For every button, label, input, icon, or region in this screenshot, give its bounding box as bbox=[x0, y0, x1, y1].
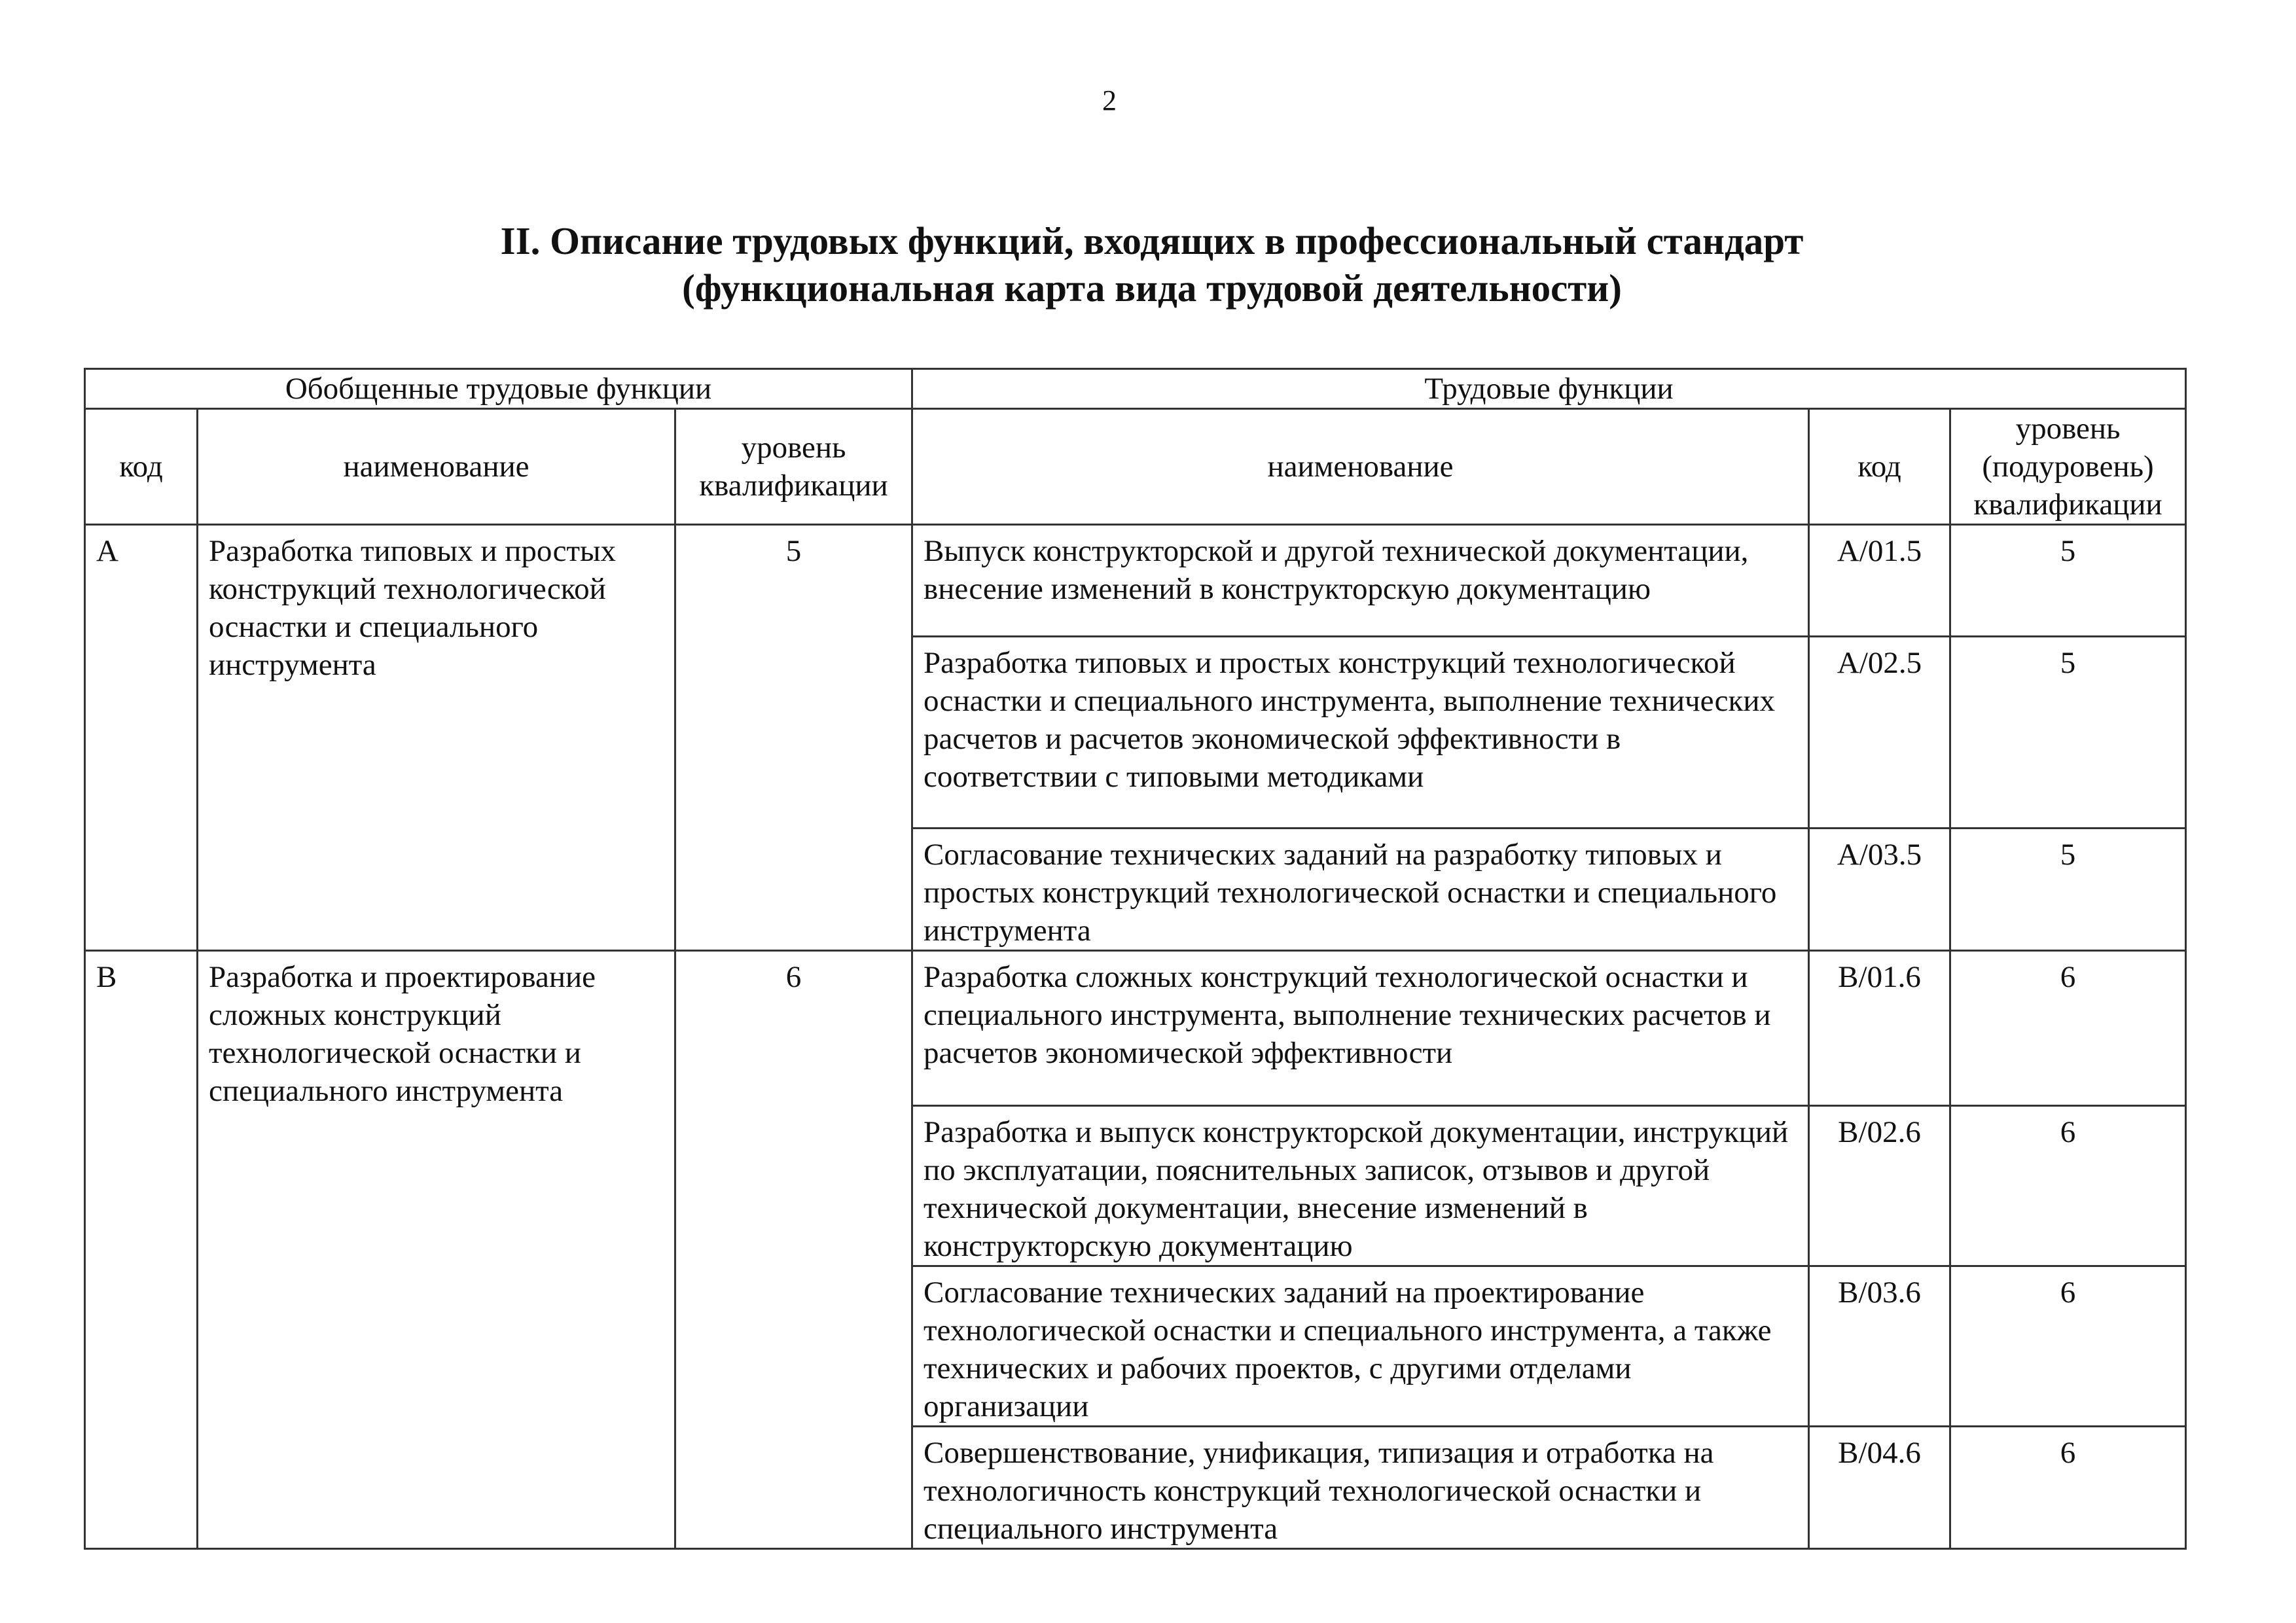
labor-function-code: A/01.5 bbox=[1809, 525, 1950, 637]
col-header-function-name: наименование bbox=[912, 409, 1809, 525]
table-row bbox=[85, 951, 2186, 1106]
generalized-function-level: 5 bbox=[675, 525, 912, 951]
labor-function-code: A/03.5 bbox=[1809, 829, 1950, 951]
column-header-row bbox=[85, 409, 2186, 525]
labor-function-code: B/04.6 bbox=[1809, 1427, 1950, 1549]
col-header-function-code: код bbox=[1809, 409, 1950, 525]
section-title bbox=[0, 217, 2296, 312]
table-row bbox=[85, 525, 2186, 637]
labor-function-level: 6 bbox=[1950, 1106, 2186, 1266]
section-title-line-2: (функциональная карта вида трудовой деятельности) bbox=[682, 266, 1622, 310]
labor-function-name: Согласование технических заданий на разработку типовых и простых конструкций технологической оснастки и специального инструмента bbox=[912, 829, 1809, 951]
col-header-function-level: уровень (подуровень) квалификации bbox=[1950, 409, 2186, 525]
labor-function-name: Выпуск конструкторской и другой технической документации, внесение изменений в конструкторскую документацию bbox=[912, 525, 1809, 637]
labor-function-level: 6 bbox=[1950, 951, 2186, 1106]
labor-function-name: Согласование технических заданий на проектирование технологической оснастки и специального инструмента, а также технических и рабочих проектов, с другими отделами организации bbox=[912, 1266, 1809, 1427]
labor-function-code: B/03.6 bbox=[1809, 1266, 1950, 1427]
labor-function-name: Совершенствование, унификация, типизация и отработка на технологичность конструкций технологической оснастки и специального инструмента bbox=[912, 1427, 1809, 1549]
labor-function-level: 5 bbox=[1950, 637, 2186, 829]
labor-function-level: 5 bbox=[1950, 829, 2186, 951]
labor-function-code: B/02.6 bbox=[1809, 1106, 1950, 1266]
labor-function-level: 5 bbox=[1950, 525, 2186, 637]
group-header-row bbox=[85, 369, 2186, 409]
labor-function-code: A/02.5 bbox=[1809, 637, 1950, 829]
generalized-function-code: A bbox=[85, 525, 198, 951]
col-header-name: наименование bbox=[198, 409, 675, 525]
labor-function-level: 6 bbox=[1950, 1266, 2186, 1427]
generalized-function-name: Разработка типовых и простых конструкций технологической оснастки и специального инструмента bbox=[198, 525, 675, 951]
generalized-function-code: B bbox=[85, 951, 198, 1549]
generalized-function-level: 6 bbox=[675, 951, 912, 1549]
labor-function-code: B/01.6 bbox=[1809, 951, 1950, 1106]
functional-map-table bbox=[84, 368, 2187, 1550]
page-number: 2 bbox=[1102, 84, 1117, 116]
labor-function-name: Разработка сложных конструкций технологической оснастки и специального инструмента, выполнение технических расчетов и расчетов экономической эффективности bbox=[912, 951, 1809, 1106]
section-title-line-1: II. Описание трудовых функций, входящих в профессиональный стандарт bbox=[500, 219, 1804, 262]
labor-functions-header: Трудовые функции bbox=[912, 369, 2186, 409]
labor-function-name: Разработка и выпуск конструкторской документации, инструкций по эксплуатации, пояснительных записок, отзывов и другой технической документации, внесение изменений в конструкторскую документацию bbox=[912, 1106, 1809, 1266]
generalized-functions-header: Обобщенные трудовые функции bbox=[85, 369, 912, 409]
col-header-level: уровень квалификации bbox=[675, 409, 912, 525]
generalized-function-name: Разработка и проектирование сложных конструкций технологической оснастки и специального инструмента bbox=[198, 951, 675, 1549]
labor-function-name: Разработка типовых и простых конструкций технологической оснастки и специального инструмента, выполнение технических расчетов и расчетов экономической эффективности в соответствии с типовыми методиками bbox=[912, 637, 1809, 829]
col-header-code: код bbox=[85, 409, 198, 525]
labor-function-level: 6 bbox=[1950, 1427, 2186, 1549]
